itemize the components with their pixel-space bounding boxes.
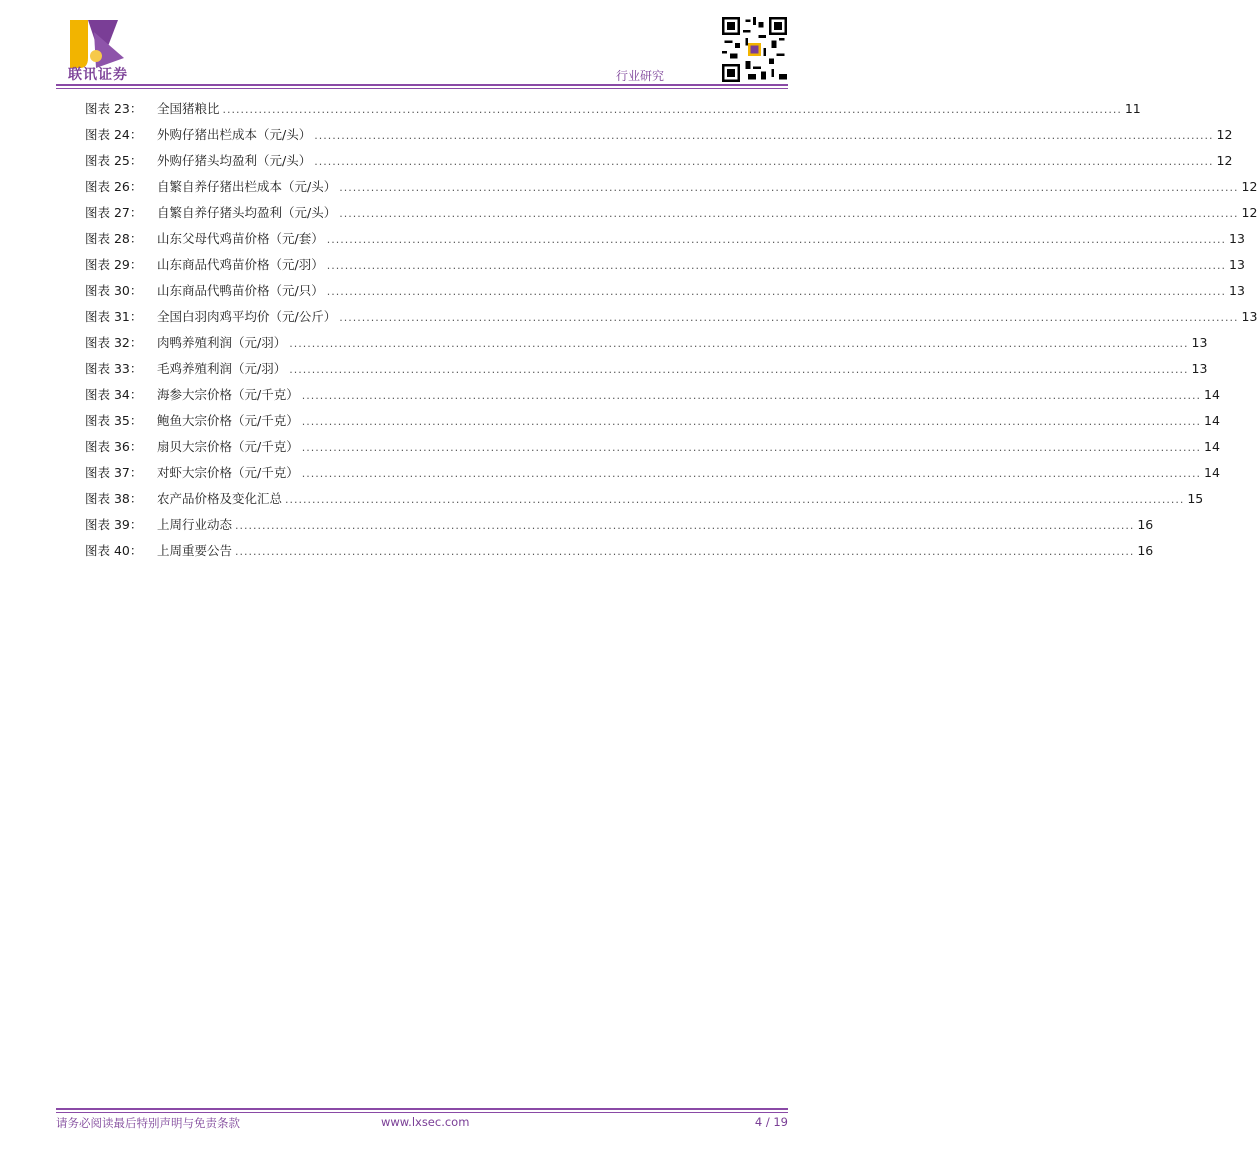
toc-entry-page: 13 xyxy=(1229,257,1245,272)
footer xyxy=(56,1115,788,1135)
toc-entry-title: 山东商品代鸡苗价格（元/羽） xyxy=(157,257,324,272)
toc-entry-page: 12 xyxy=(1241,179,1257,194)
toc-entry-number: 图表 27： xyxy=(85,205,143,220)
toc-leader-dots: ........................................................................................................................................................................................................ xyxy=(235,519,1135,532)
toc-entry-number: 图表 26： xyxy=(85,179,143,194)
toc-entry[interactable] xyxy=(85,333,1208,359)
toc-leader-dots: ........................................................................................................................................................................................................ xyxy=(326,259,1227,272)
toc-leader-dots: ........................................................................................................................................................................................................ xyxy=(339,311,1239,324)
toc-entry-number: 图表 23： xyxy=(85,101,143,116)
toc-entry[interactable] xyxy=(85,125,1233,151)
toc-entry-title: 农产品价格及变化汇总 xyxy=(157,491,283,506)
header-rule xyxy=(56,84,788,86)
toc-leader-dots: ........................................................................................................................................................................................................ xyxy=(326,285,1227,298)
toc-entry[interactable] xyxy=(85,437,1220,463)
toc-entry[interactable] xyxy=(85,515,1154,541)
header-rule-thin xyxy=(56,88,788,89)
figure-list xyxy=(85,99,1257,567)
toc-entry[interactable] xyxy=(85,203,1257,229)
toc-entry-page: 12 xyxy=(1241,205,1257,220)
toc-entry-number: 图表 24： xyxy=(85,127,143,142)
toc-entry-number: 图表 34： xyxy=(85,387,143,402)
toc-entry-page: 12 xyxy=(1216,127,1233,142)
toc-entry[interactable] xyxy=(85,99,1141,125)
toc-entry-page: 16 xyxy=(1137,517,1154,532)
toc-entry-number: 图表 39： xyxy=(85,517,143,532)
toc-leader-dots: ........................................................................................................................................................................................................ xyxy=(289,337,1189,350)
toc-entry-number: 图表 33： xyxy=(85,361,143,376)
toc-entry-title: 自繁自养仔猪出栏成本（元/头） xyxy=(157,179,337,194)
toc-entry[interactable] xyxy=(85,463,1220,489)
toc-entry[interactable] xyxy=(85,281,1245,307)
toc-leader-dots: ........................................................................................................................................................................................................ xyxy=(326,233,1227,246)
toc-leader-dots: ........................................................................................................................................................................................................ xyxy=(301,389,1202,402)
toc-leader-dots: ........................................................................................................................................................................................................ xyxy=(314,155,1214,168)
footer-website-link[interactable]: www.lxsec.com xyxy=(381,1115,470,1129)
toc-entry-page: 13 xyxy=(1241,309,1257,324)
footer-disclaimer[interactable]: 请务必阅读最后特别声明与免责条款 xyxy=(56,1116,240,1130)
toc-entry[interactable] xyxy=(85,255,1245,281)
toc-entry-title: 扇贝大宗价格（元/千克） xyxy=(157,439,299,454)
toc-entry[interactable] xyxy=(85,229,1245,255)
toc-entry-page: 16 xyxy=(1137,543,1154,558)
toc-entry-title: 鲍鱼大宗价格（元/千克） xyxy=(157,413,299,428)
toc-entry-page: 14 xyxy=(1204,439,1220,454)
footer-rule-thin xyxy=(56,1112,788,1113)
toc-leader-dots: ........................................................................................................................................................................................................ xyxy=(301,415,1202,428)
toc-entry-title: 外购仔猪头均盈利（元/头） xyxy=(157,153,312,168)
toc-entry-title: 肉鸭养殖利润（元/羽） xyxy=(157,335,287,350)
toc-entry-page: 15 xyxy=(1187,491,1204,506)
toc-entry-number: 图表 29： xyxy=(85,257,143,272)
qr-code-icon xyxy=(722,17,787,82)
toc-leader-dots: ........................................................................................................................................................................................................ xyxy=(285,493,1185,506)
toc-entry[interactable] xyxy=(85,359,1208,385)
toc-entry-page: 13 xyxy=(1229,231,1245,246)
toc-leader-dots: ........................................................................................................................................................................................................ xyxy=(289,363,1189,376)
toc-entry-number: 图表 30： xyxy=(85,283,143,298)
toc-entry[interactable] xyxy=(85,385,1220,411)
toc-entry-title: 上周重要公告 xyxy=(157,543,233,558)
toc-leader-dots: ........................................................................................................................................................................................................ xyxy=(339,181,1239,194)
toc-entry-page: 14 xyxy=(1204,465,1220,480)
toc-entry-page: 13 xyxy=(1229,283,1245,298)
section-label: 行业研究 xyxy=(615,69,664,83)
toc-entry-number: 图表 35： xyxy=(85,413,143,428)
toc-entry-number: 图表 36： xyxy=(85,439,143,454)
toc-entry-title: 全国猪粮比 xyxy=(157,101,220,116)
toc-entry[interactable] xyxy=(85,411,1220,437)
toc-entry-number: 图表 32： xyxy=(85,335,143,350)
toc-entry-title: 毛鸡养殖利润（元/羽） xyxy=(157,361,287,376)
toc-entry-title: 上周行业动态 xyxy=(157,517,233,532)
toc-entry-page: 12 xyxy=(1216,153,1233,168)
company-logo-text: 联讯证券 xyxy=(68,67,128,83)
toc-entry-number: 图表 40： xyxy=(85,543,143,558)
toc-entry[interactable] xyxy=(85,489,1204,515)
toc-entry-title: 海参大宗价格（元/千克） xyxy=(157,387,299,402)
toc-leader-dots: ........................................................................................................................................................................................................ xyxy=(301,441,1202,454)
toc-entry[interactable] xyxy=(85,177,1257,203)
toc-leader-dots: ........................................................................................................................................................................................................ xyxy=(339,207,1239,220)
toc-entry[interactable] xyxy=(85,541,1154,567)
toc-entry-number: 图表 31： xyxy=(85,309,143,324)
toc-entry-number: 图表 38： xyxy=(85,491,143,506)
toc-entry-page: 13 xyxy=(1191,361,1208,376)
toc-entry-title: 全国白羽肉鸡平均价（元/公斤） xyxy=(157,309,337,324)
toc-leader-dots: ........................................................................................................................................................................................................ xyxy=(235,545,1135,558)
toc-entry-title: 对虾大宗价格（元/千克） xyxy=(157,465,299,480)
toc-entry-title: 山东商品代鸭苗价格（元/只） xyxy=(157,283,324,298)
toc-entry-number: 图表 25： xyxy=(85,153,143,168)
toc-entry-number: 图表 28： xyxy=(85,231,143,246)
toc-entry[interactable] xyxy=(85,307,1257,333)
toc-entry-number: 图表 37： xyxy=(85,465,143,480)
toc-entry-title: 外购仔猪出栏成本（元/头） xyxy=(157,127,312,142)
footer-rule xyxy=(56,1108,788,1110)
toc-entry[interactable] xyxy=(85,151,1233,177)
toc-entry-page: 14 xyxy=(1204,413,1220,428)
toc-entry-page: 11 xyxy=(1124,101,1141,116)
toc-entry-page: 13 xyxy=(1191,335,1208,350)
toc-entry-title: 自繁自养仔猪头均盈利（元/头） xyxy=(157,205,337,220)
toc-leader-dots: ........................................................................................................................................................................................................ xyxy=(314,129,1214,142)
toc-leader-dots: ........................................................................................................................................................................................................ xyxy=(222,103,1122,116)
toc-entry-page: 14 xyxy=(1204,387,1220,402)
toc-leader-dots: ........................................................................................................................................................................................................ xyxy=(301,467,1202,480)
toc-entry-title: 山东父母代鸡苗价格（元/套） xyxy=(157,231,324,246)
page-number: 4 / 19 xyxy=(754,1115,788,1129)
